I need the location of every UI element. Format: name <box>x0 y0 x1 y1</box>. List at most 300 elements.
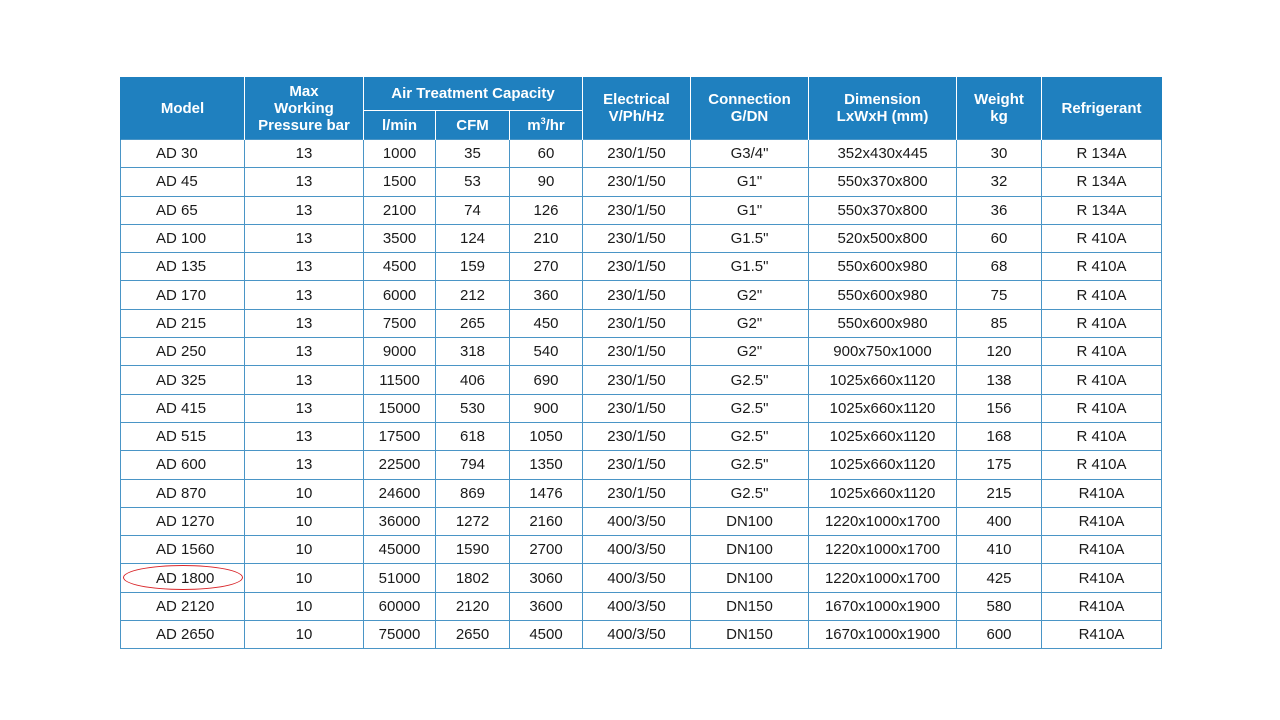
cell-refrigerant-value: R 410A <box>1076 286 1127 304</box>
cell-cfm <box>436 422 510 450</box>
cell-model-value: AD 170 <box>156 286 207 304</box>
cell-lmin <box>364 140 436 168</box>
cell-cfm-value: 265 <box>459 314 486 332</box>
cell-lmin-value: 1500 <box>382 173 417 191</box>
cell-model <box>121 422 245 450</box>
cell-refrigerant <box>1042 253 1162 281</box>
cell-connection-value: G1" <box>736 173 763 191</box>
cell-model <box>121 140 245 168</box>
cell-electrical <box>583 224 691 252</box>
header-weight-line2: kg <box>990 108 1008 125</box>
cell-dimension-value: 550x600x980 <box>837 314 928 332</box>
cell-electrical-value: 230/1/50 <box>607 428 666 446</box>
cell-pressure-value: 13 <box>295 371 313 389</box>
cell-m3hr <box>510 140 583 168</box>
spec-table <box>120 77 1162 649</box>
cell-connection-value: DN150 <box>726 626 773 644</box>
cell-dimension-value: 520x500x800 <box>837 230 928 248</box>
cell-lmin <box>364 366 436 394</box>
cell-dimension-value: 1025x660x1120 <box>829 371 936 389</box>
table-row <box>121 507 1162 535</box>
table-row <box>121 196 1162 224</box>
cell-m3hr <box>510 422 583 450</box>
cell-electrical <box>583 479 691 507</box>
cell-weight-value: 32 <box>990 173 1008 191</box>
cell-cfm <box>436 536 510 564</box>
cell-connection-value: G1.5" <box>730 230 769 248</box>
header-dimension-line1: Dimension <box>844 91 921 108</box>
cell-weight-value: 425 <box>986 569 1012 587</box>
cell-weight-value: 600 <box>986 626 1012 644</box>
table-body <box>121 140 1162 649</box>
cell-model <box>121 224 245 252</box>
cell-electrical <box>583 451 691 479</box>
cell-cfm-value: 530 <box>459 399 486 417</box>
cell-cfm-value: 212 <box>459 286 486 304</box>
cell-connection <box>691 451 809 479</box>
cell-electrical <box>583 536 691 564</box>
cell-weight-value: 85 <box>990 314 1008 332</box>
cell-refrigerant <box>1042 422 1162 450</box>
cell-weight-value: 580 <box>986 597 1012 615</box>
cell-m3hr-value: 1350 <box>529 456 563 474</box>
table-row <box>121 366 1162 394</box>
cell-refrigerant-value: R 410A <box>1076 456 1127 474</box>
cell-cfm-value: 794 <box>459 456 486 474</box>
cell-m3hr-value: 540 <box>533 343 559 361</box>
table-row <box>121 253 1162 281</box>
cell-connection <box>691 309 809 337</box>
header-max-pressure-line2: Working <box>274 99 334 117</box>
cell-electrical <box>583 140 691 168</box>
cell-dimension-value: 1220x1000x1700 <box>824 541 941 559</box>
cell-cfm-value: 2650 <box>455 626 490 644</box>
cell-pressure <box>245 394 364 422</box>
cell-electrical <box>583 621 691 649</box>
cell-weight <box>957 168 1042 196</box>
cell-cfm-value: 124 <box>459 230 486 248</box>
cell-cfm-value: 1272 <box>455 513 490 530</box>
cell-connection-value: G3/4" <box>730 145 769 163</box>
cell-connection-value: G2.5" <box>730 371 769 389</box>
cell-model-value: AD 515 <box>156 428 207 446</box>
cell-connection-value: G1" <box>736 201 763 219</box>
header-dimension <box>809 77 957 140</box>
cell-model <box>121 309 245 337</box>
cell-lmin-value: 17500 <box>378 428 421 446</box>
cell-refrigerant-value: R 134A <box>1076 173 1127 191</box>
cell-model <box>121 366 245 394</box>
cell-electrical <box>583 507 691 535</box>
cell-electrical <box>583 196 691 224</box>
cell-lmin-value: 24600 <box>378 484 421 502</box>
cell-m3hr <box>510 394 583 422</box>
cell-lmin-value: 60000 <box>378 597 421 615</box>
cell-pressure <box>245 168 364 196</box>
cell-m3hr-value: 360 <box>533 286 559 304</box>
header-dimension-line2: LxWxH (mm) <box>836 108 929 125</box>
cell-dimension <box>809 281 957 309</box>
cell-cfm-value: 1802 <box>455 569 490 587</box>
cell-dimension-value: 550x600x980 <box>837 286 928 304</box>
cell-dimension <box>809 253 957 281</box>
cell-model-value: AD 870 <box>156 484 207 502</box>
cell-weight <box>957 451 1042 479</box>
cell-model <box>121 338 245 366</box>
cell-connection-value: DN100 <box>726 569 773 587</box>
cell-cfm-value: 74 <box>464 201 481 219</box>
cell-m3hr-value: 270 <box>533 258 559 276</box>
cell-m3hr-value: 3600 <box>529 597 563 615</box>
cell-model-value: AD 2120 <box>156 597 215 615</box>
cell-electrical <box>583 253 691 281</box>
header-m3hr <box>510 111 583 140</box>
cell-lmin <box>364 479 436 507</box>
cell-weight <box>957 281 1042 309</box>
cell-pressure <box>245 338 364 366</box>
cell-weight <box>957 564 1042 592</box>
table-row <box>121 224 1162 252</box>
cell-lmin <box>364 507 436 535</box>
cell-refrigerant <box>1042 338 1162 366</box>
cell-pressure <box>245 366 364 394</box>
header-model: Model <box>121 77 245 140</box>
cell-refrigerant <box>1042 281 1162 309</box>
cell-electrical-value: 230/1/50 <box>607 399 666 417</box>
cell-weight <box>957 309 1042 337</box>
header-m3hr-prefix: m <box>527 116 541 134</box>
header-electrical-line2: V/Ph/Hz <box>608 108 665 125</box>
header-air-treatment: Air Treatment Capacity <box>364 77 583 111</box>
header-max-pressure <box>245 77 364 140</box>
cell-pressure <box>245 536 364 564</box>
cell-electrical-value: 230/1/50 <box>607 343 666 361</box>
cell-m3hr <box>510 196 583 224</box>
cell-refrigerant-value: R 134A <box>1076 145 1127 163</box>
cell-dimension-value: 1670x1000x1900 <box>824 597 941 615</box>
cell-m3hr <box>510 592 583 620</box>
cell-lmin <box>364 621 436 649</box>
header-m3hr-sup: 3 <box>540 115 546 126</box>
cell-dimension <box>809 338 957 366</box>
table-row <box>121 621 1162 649</box>
cell-lmin-value: 9000 <box>382 343 417 361</box>
cell-dimension-value: 550x370x800 <box>837 173 928 191</box>
cell-model <box>121 196 245 224</box>
cell-m3hr <box>510 479 583 507</box>
cell-pressure-value: 10 <box>295 569 313 587</box>
cell-model <box>121 592 245 620</box>
cell-connection <box>691 422 809 450</box>
cell-weight <box>957 536 1042 564</box>
cell-cfm-value: 35 <box>464 145 481 163</box>
cell-weight <box>957 422 1042 450</box>
cell-refrigerant-value: R 134A <box>1076 201 1127 219</box>
cell-lmin-value: 36000 <box>378 513 421 530</box>
cell-electrical-value: 400/3/50 <box>607 626 666 644</box>
cell-dimension-value: 900x750x1000 <box>833 343 932 361</box>
cell-model-value: AD 1270 <box>156 513 215 530</box>
cell-m3hr-value: 450 <box>533 314 559 332</box>
cell-pressure <box>245 451 364 479</box>
cell-lmin <box>364 168 436 196</box>
cell-dimension-value: 1220x1000x1700 <box>824 513 941 530</box>
cell-weight-value: 60 <box>990 230 1008 248</box>
cell-cfm <box>436 196 510 224</box>
cell-weight <box>957 479 1042 507</box>
cell-dimension <box>809 394 957 422</box>
cell-refrigerant-value: R 410A <box>1076 258 1127 276</box>
cell-dimension-value: 1670x1000x1900 <box>824 626 941 644</box>
header-weight <box>957 77 1042 140</box>
cell-electrical-value: 230/1/50 <box>607 230 666 248</box>
cell-connection-value: G2" <box>736 314 763 332</box>
cell-weight-value: 68 <box>990 258 1008 276</box>
cell-model-value: AD 1560 <box>156 541 215 559</box>
cell-weight <box>957 592 1042 620</box>
cell-connection-value: G2.5" <box>730 428 769 446</box>
cell-connection <box>691 196 809 224</box>
cell-pressure-value: 13 <box>295 343 313 361</box>
cell-model <box>121 281 245 309</box>
cell-weight-value: 410 <box>986 541 1012 559</box>
cell-model <box>121 536 245 564</box>
cell-pressure-value: 13 <box>295 201 313 219</box>
cell-pressure-value: 13 <box>295 230 313 248</box>
cell-lmin <box>364 394 436 422</box>
cell-cfm-value: 318 <box>459 343 486 361</box>
cell-connection-value: G2.5" <box>730 484 769 502</box>
cell-cfm <box>436 309 510 337</box>
cell-lmin <box>364 309 436 337</box>
cell-m3hr <box>510 507 583 535</box>
cell-connection <box>691 564 809 592</box>
cell-electrical-value: 400/3/50 <box>607 541 666 559</box>
cell-pressure <box>245 196 364 224</box>
cell-pressure-value: 13 <box>295 428 313 446</box>
cell-refrigerant <box>1042 366 1162 394</box>
cell-dimension-value: 1025x660x1120 <box>829 456 936 474</box>
cell-m3hr-value: 3060 <box>529 569 563 587</box>
header-connection <box>691 77 809 140</box>
cell-m3hr-value: 690 <box>533 371 559 389</box>
cell-electrical-value: 400/3/50 <box>607 597 666 615</box>
cell-lmin <box>364 253 436 281</box>
cell-refrigerant <box>1042 451 1162 479</box>
cell-lmin <box>364 592 436 620</box>
cell-cfm-value: 618 <box>459 428 486 446</box>
cell-cfm-value: 53 <box>464 173 481 191</box>
cell-model-value: AD 135 <box>156 258 207 276</box>
cell-lmin <box>364 451 436 479</box>
cell-lmin-value: 6000 <box>382 286 417 304</box>
cell-connection <box>691 168 809 196</box>
cell-connection <box>691 536 809 564</box>
cell-dimension <box>809 309 957 337</box>
table-row <box>121 281 1162 309</box>
cell-lmin-value: 15000 <box>378 399 421 417</box>
cell-model-value: AD 65 <box>156 201 198 219</box>
cell-dimension <box>809 592 957 620</box>
cell-refrigerant <box>1042 309 1162 337</box>
cell-dimension <box>809 564 957 592</box>
cell-dimension <box>809 168 957 196</box>
cell-weight <box>957 366 1042 394</box>
cell-pressure-value: 13 <box>295 314 313 332</box>
cell-weight <box>957 338 1042 366</box>
cell-electrical-value: 400/3/50 <box>607 569 666 587</box>
cell-dimension <box>809 536 957 564</box>
cell-cfm <box>436 394 510 422</box>
cell-pressure-value: 13 <box>295 258 313 276</box>
cell-model-value: AD 2650 <box>156 626 215 644</box>
cell-electrical-value: 230/1/50 <box>607 314 666 332</box>
cell-connection-value: G2.5" <box>730 399 769 417</box>
cell-refrigerant-value: R410A <box>1078 626 1125 644</box>
cell-pressure-value: 13 <box>295 173 313 191</box>
cell-dimension-value: 352x430x445 <box>837 145 928 163</box>
cell-refrigerant <box>1042 592 1162 620</box>
cell-electrical <box>583 281 691 309</box>
cell-m3hr-value: 210 <box>533 230 559 248</box>
cell-electrical <box>583 592 691 620</box>
cell-lmin <box>364 564 436 592</box>
cell-lmin-value: 11500 <box>379 371 420 389</box>
header-m3hr-suffix: /hr <box>545 116 565 134</box>
cell-electrical-value: 230/1/50 <box>607 371 666 389</box>
header-connection-line2: G/DN <box>730 108 769 125</box>
cell-dimension <box>809 507 957 535</box>
cell-weight <box>957 394 1042 422</box>
cell-weight-value: 30 <box>990 145 1008 163</box>
cell-pressure <box>245 224 364 252</box>
cell-weight-value: 75 <box>990 286 1008 304</box>
header-refrigerant: Refrigerant <box>1042 77 1162 140</box>
cell-m3hr <box>510 451 583 479</box>
cell-refrigerant-value: R 410A <box>1076 314 1127 332</box>
cell-refrigerant <box>1042 536 1162 564</box>
cell-m3hr-value: 2700 <box>529 541 563 559</box>
cell-pressure <box>245 253 364 281</box>
cell-model <box>121 253 245 281</box>
cell-model-value: AD 45 <box>156 173 198 191</box>
cell-connection <box>691 281 809 309</box>
cell-weight <box>957 621 1042 649</box>
cell-pressure <box>245 621 364 649</box>
cell-refrigerant-value: R 410A <box>1076 230 1127 248</box>
cell-weight-value: 168 <box>986 428 1012 446</box>
cell-electrical-value: 400/3/50 <box>607 513 666 530</box>
table-row <box>121 394 1162 422</box>
header-connection-line1: Connection <box>708 91 791 108</box>
cell-refrigerant <box>1042 621 1162 649</box>
cell-dimension <box>809 196 957 224</box>
cell-cfm <box>436 507 510 535</box>
cell-electrical-value: 230/1/50 <box>607 173 666 191</box>
cell-refrigerant-value: R410A <box>1078 541 1125 559</box>
cell-refrigerant <box>1042 507 1162 535</box>
cell-m3hr <box>510 281 583 309</box>
cell-pressure-value: 13 <box>295 456 313 474</box>
cell-electrical-value: 230/1/50 <box>607 258 666 276</box>
cell-refrigerant <box>1042 564 1162 592</box>
cell-m3hr <box>510 309 583 337</box>
cell-pressure <box>245 281 364 309</box>
cell-connection-value: G2" <box>736 286 763 304</box>
cell-model-value: AD 325 <box>156 371 207 389</box>
cell-refrigerant <box>1042 168 1162 196</box>
cell-weight <box>957 196 1042 224</box>
cell-pressure-value: 13 <box>295 145 313 163</box>
cell-cfm-value: 1590 <box>455 541 490 559</box>
cell-m3hr <box>510 253 583 281</box>
cell-model-value: AD 215 <box>156 314 207 332</box>
cell-electrical <box>583 422 691 450</box>
cell-pressure-value: 10 <box>295 541 313 559</box>
cell-connection-value: G1.5" <box>730 258 769 276</box>
cell-cfm <box>436 366 510 394</box>
header-cfm: CFM <box>436 111 510 140</box>
cell-refrigerant <box>1042 140 1162 168</box>
table-row <box>121 140 1162 168</box>
cell-m3hr <box>510 536 583 564</box>
header-lmin: l/min <box>364 111 436 140</box>
header-max-pressure-line1: Max <box>289 82 319 100</box>
cell-pressure <box>245 479 364 507</box>
cell-m3hr-value: 900 <box>533 399 559 417</box>
cell-refrigerant-value: R 410A <box>1076 428 1127 446</box>
table-row <box>121 592 1162 620</box>
cell-cfm <box>436 451 510 479</box>
cell-weight-value: 120 <box>986 343 1012 361</box>
cell-connection-value: DN100 <box>726 541 773 559</box>
header-electrical <box>583 77 691 140</box>
cell-pressure <box>245 564 364 592</box>
cell-connection <box>691 140 809 168</box>
cell-m3hr <box>510 564 583 592</box>
cell-pressure <box>245 422 364 450</box>
cell-refrigerant <box>1042 224 1162 252</box>
cell-cfm <box>436 281 510 309</box>
cell-refrigerant <box>1042 479 1162 507</box>
cell-pressure-value: 10 <box>295 513 313 530</box>
cell-model <box>121 479 245 507</box>
table-header <box>121 77 1162 140</box>
cell-lmin-value: 75000 <box>378 626 421 644</box>
header-max-pressure-line3: Pressure bar <box>258 116 350 134</box>
cell-weight-value: 400 <box>986 513 1012 530</box>
cell-electrical-value: 230/1/50 <box>607 456 666 474</box>
cell-pressure-value: 10 <box>295 626 313 644</box>
cell-lmin-value: 1000 <box>382 145 417 163</box>
cell-dimension <box>809 140 957 168</box>
cell-lmin <box>364 536 436 564</box>
cell-dimension <box>809 479 957 507</box>
cell-refrigerant-value: R 410A <box>1076 371 1127 389</box>
cell-pressure-value: 13 <box>295 399 313 417</box>
cell-pressure <box>245 592 364 620</box>
cell-lmin-value: 45000 <box>378 541 421 559</box>
cell-lmin-value: 2100 <box>382 201 417 219</box>
cell-lmin <box>364 224 436 252</box>
cell-m3hr-value: 126 <box>533 201 559 219</box>
cell-dimension <box>809 224 957 252</box>
cell-electrical <box>583 564 691 592</box>
cell-model-value: AD 100 <box>156 230 207 248</box>
cell-weight-value: 138 <box>986 371 1012 389</box>
cell-cfm-value: 159 <box>459 258 486 276</box>
table-row <box>121 309 1162 337</box>
